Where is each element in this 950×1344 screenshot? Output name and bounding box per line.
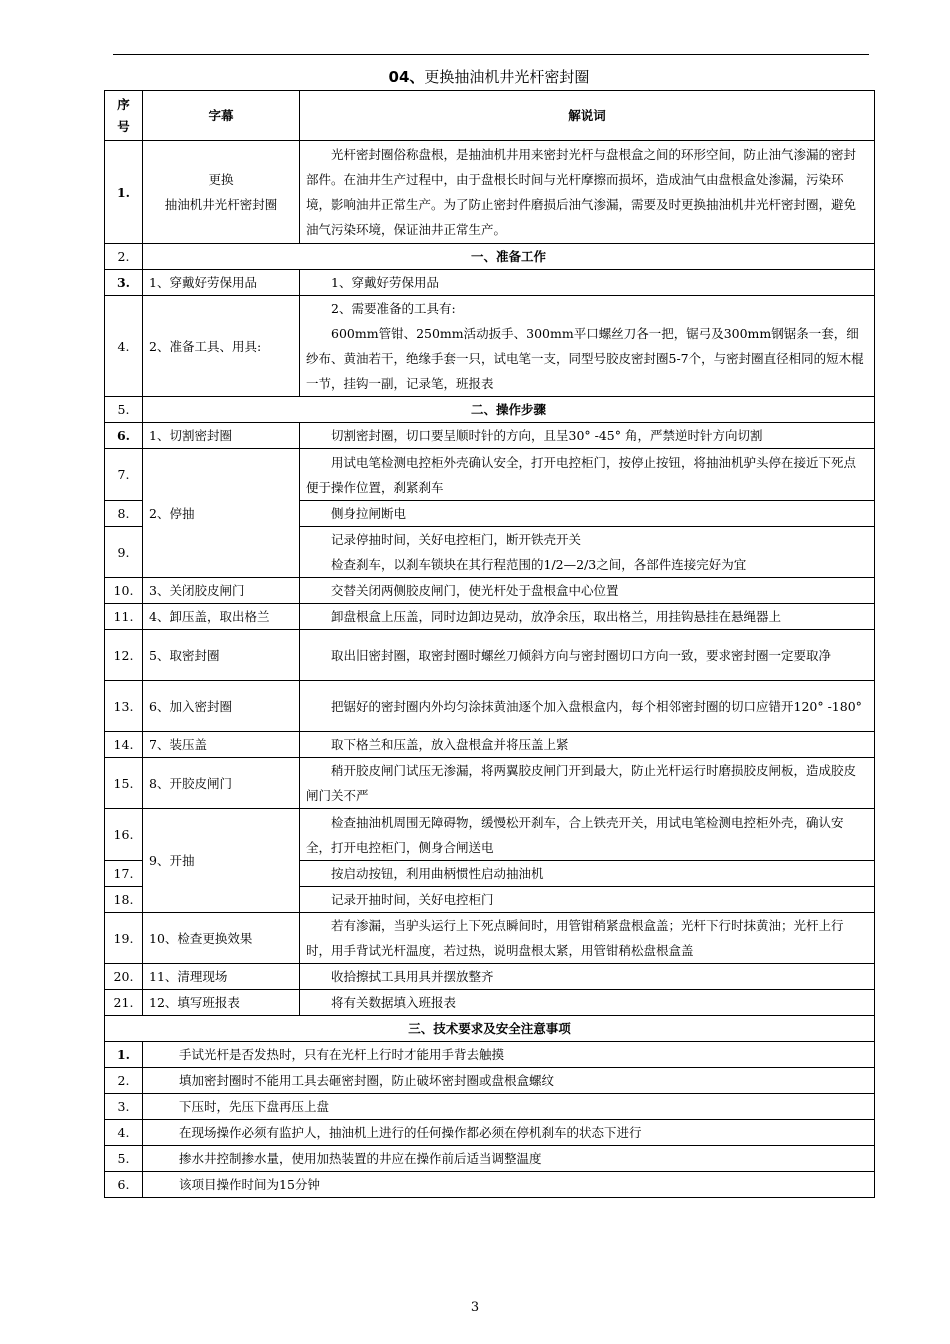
table-row: 11. 4、卸压盖，取出格兰 卸盘根盒上压盖，同时边卸边晃动，放净余压，取出格兰，用挂钩悬挂在悬绳器上	[105, 604, 875, 630]
note-row: 2. 填加密封圈时不能用工具去砸密封圈，防止破坏密封圈或盘根盒螺纹	[105, 1068, 875, 1094]
table-row: 8. 侧身拉闸断电	[105, 501, 875, 527]
page-number: 3	[470, 1300, 480, 1315]
table-row: 21. 12、填写班报表 将有关数据填入班报表	[105, 990, 875, 1016]
section-row: 5. 二、操作步骤	[105, 397, 875, 423]
header-seq: 序 号	[105, 91, 143, 141]
table-row: 7. 2、停抽 用试电笔检测电控柜外壳确认安全，打开电控柜门，按停止按钮，将抽油机驴头停在接近下死点便于操作位置，刹紧刹车	[105, 449, 875, 501]
intro-subtitle: 更换 抽油机井光杆密封圈	[143, 141, 300, 244]
section-title-steps: 二、操作步骤	[143, 397, 875, 423]
table-row: 9. 记录停抽时间，关好电控柜门，断开铁壳开关 检查刹车，以刹车锁块在其行程范围的1/2—2/3之间，各部件连接完好为宜	[105, 527, 875, 578]
table-row: 17. 按启动按钮，利用曲柄惯性启动抽油机	[105, 861, 875, 887]
table-row: 10. 3、关闭胶皮闸门 交替关闭两侧胶皮闸门，使光杆处于盘根盒中心位置	[105, 578, 875, 604]
section-row	[105, 1016, 875, 1042]
table-row: 4. 2、准备工具、用具: 2、需要准备的工具有: 600mm管钳、250mm活动扳手、300mm平口螺丝刀各一把，锯弓及300mm钢锯条一套，细纱布、黄油若干，绝缘手套一只，试电笔一支，同型号胶皮密封圈5-7个，与密封圈直径相同的短木棍一节，挂钩一副，记录笔，班报表	[105, 296, 875, 397]
title-number: 04、	[388, 68, 425, 86]
table-row: 1. 更换 抽油机井光杆密封圈 光杆密封圈俗称盘根，是抽油机井用来密封光杆与盘根盒之间的环形空间，防止油气渗漏的密封部件。在油井生产过程中，由于盘根长时间与光杆摩擦而损坏，造成油气由盘根盒处渗漏，污染环境，影响油井正常生产。为了防止密封件磨损后油气渗漏，需要及时更换抽油机井光杆密封圈，避免油气污染环境，保证油井正常生产。	[105, 141, 875, 244]
section-row: 2. 一、准备工作	[105, 244, 875, 270]
table-row: 6. 1、切割密封圈 切割密封圈，切口要呈顺时针的方向，且呈30° -45° 角，严禁逆时针方向切割	[105, 423, 875, 449]
table-row: 19. 10、检查更换效果 若有渗漏，当驴头运行上下死点瞬间时，用管钳稍紧盘根盒盖；光杆下行时抹黄油；光杆上行时，用手背试光杆温度，若过热，说明盘根太紧，用管钳稍松盘根盒盖	[105, 913, 875, 964]
page-title	[104, 64, 874, 90]
table-row: 20. 11、清理现场 收拾擦拭工具用具并摆放整齐	[105, 964, 875, 990]
procedure-table	[104, 90, 875, 1198]
table-header-row	[105, 91, 875, 141]
table-row: 18. 记录开抽时间，关好电控柜门	[105, 887, 875, 913]
table-row: 13. 6、加入密封圈 把锯好的密封圈内外均匀涂抹黄油逐个加入盘根盒内，每个相邻密封圈的切口应错开120° -180°	[105, 681, 875, 732]
table-row: 16. 9、开抽 检查抽油机周围无障碍物，缓慢松开刹车，合上铁壳开关，用试电笔检测电控柜外壳，确认安全，打开电控柜门，侧身合闸送电	[105, 809, 875, 861]
start-subtitle: 9、开抽	[143, 809, 300, 913]
table-row: 14. 7、装压盖 取下格兰和压盖，放入盘根盒并将压盖上紧	[105, 732, 875, 758]
table-row: 3. 1、穿戴好劳保用品 1、穿戴好劳保用品	[105, 270, 875, 296]
section-title-prep: 一、准备工作	[143, 244, 875, 270]
header-rule	[113, 54, 869, 55]
section-title-notes: 三、技术要求及安全注意事项	[105, 1016, 875, 1042]
intro-narration: 光杆密封圈俗称盘根，是抽油机井用来密封光杆与盘根盒之间的环形空间，防止油气渗漏的密封部件。在油井生产过程中，由于盘根长时间与光杆摩擦而损坏，造成油气由盘根盒处渗漏，污染环境，影响油井正常生产。为了防止密封件磨损后油气渗漏，需要及时更换抽油机井光杆密封圈，避免油气污染环境，保证油井正常生产。	[300, 141, 875, 244]
note-row: 5. 掺水井控制掺水量，使用加热装置的井应在操作前后适当调整温度	[105, 1146, 875, 1172]
table-row: 15. 8、开胶皮闸门 稍开胶皮闸门试压无渗漏，将两翼胶皮闸门开到最大，防止光杆运行时磨损胶皮闸板，造成胶皮闸门关不严	[105, 758, 875, 809]
note-row: 6. 该项目操作时间为15分钟	[105, 1172, 875, 1198]
stop-subtitle: 2、停抽	[143, 449, 300, 578]
note-row: 3. 下压时，先压下盘再压上盘	[105, 1094, 875, 1120]
title-text: 更换抽油机井光杆密封圈	[424, 68, 590, 86]
note-row: 1. 手试光杆是否发热时，只有在光杆上行时才能用手背去触摸	[105, 1042, 875, 1068]
header-narration: 解说词	[300, 91, 875, 141]
note-row: 4. 在现场操作必须有监护人，抽油机上进行的任何操作都必须在停机刹车的状态下进行	[105, 1120, 875, 1146]
header-subtitle: 字幕	[143, 91, 300, 141]
table-row: 12. 5、取密封圈 取出旧密封圈，取密封圈时螺丝刀倾斜方向与密封圈切口方向一致，要求密封圈一定要取净	[105, 630, 875, 681]
